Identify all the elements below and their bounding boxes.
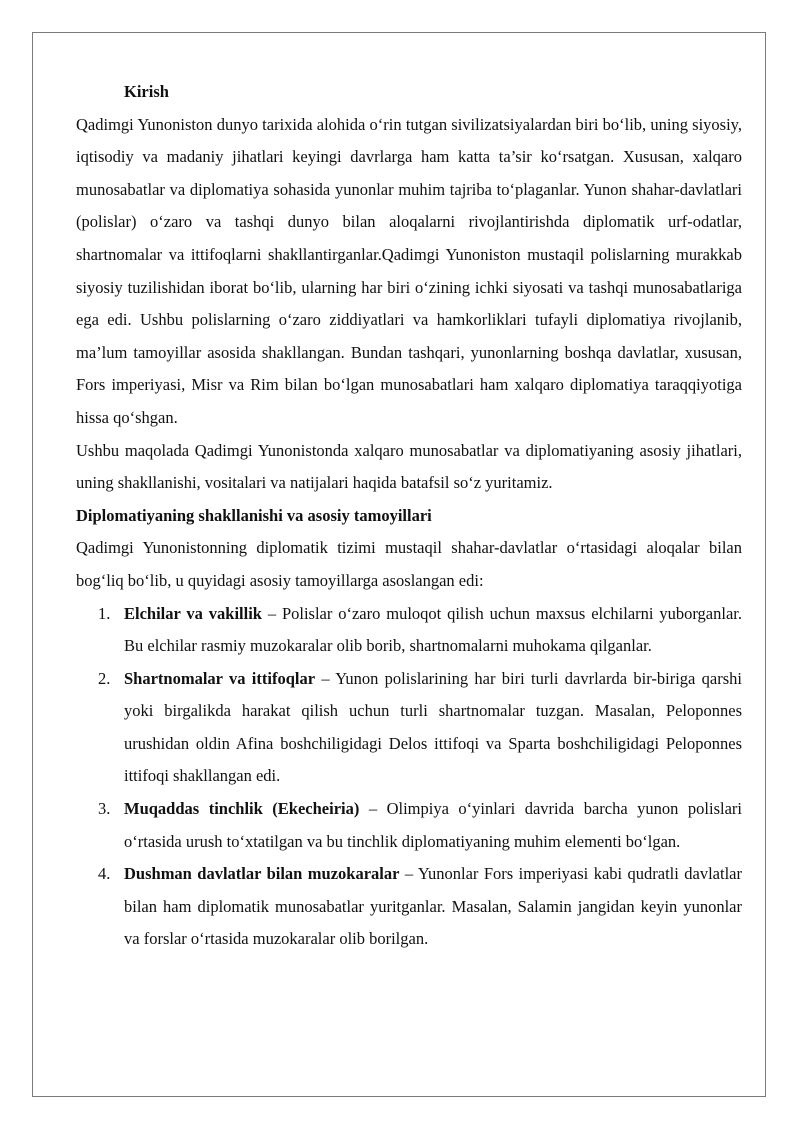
list-item: [76, 793, 742, 858]
list-item-number: 2.: [98, 668, 111, 688]
list-item-number: 3.: [98, 799, 111, 819]
list-item-term: Muqaddas tinchlik (Ekecheiria): [124, 799, 360, 819]
list-item-term: Dushman davlatlar bilan muzokaralar: [124, 864, 400, 884]
section-lead: Qadimgi Yunonistonning diplomatik tizimi mustaqil shahar-davlatlar o‘rtasidagi aloqalar bilan bog‘liq bo‘lib, u quyidagi asosiy tamoyillarga asoslangan edi:: [76, 538, 742, 590]
list-item-term: Shartnomalar va ittifoqlar: [124, 668, 316, 688]
list-item-term: Elchilar va vakillik: [124, 603, 262, 623]
intro-paragraph-1: Qadimgi Yunoniston dunyo tarixida alohida o‘rin tutgan sivilizatsiyalardan biri bo‘lib, uning siyosiy, iqtisodiy va madaniy jihatlari keyingi davrlarga ham katta ta’sir ko‘rsatgan. Xususan, xalqaro munosabatlar va diplomatiya sohasida yunonlar muhim tajriba to‘plaganlar. Yunon shahar-davlatlari (polislar) o‘zaro va tashqi dunyo bilan aloqalarni rivojlantirishda diplomatik urf-odatlar, shartnomalar va ittifoqlarni shakllantirganlar.Qadimgi Yunoniston mustaqil polislarning murakkab siyosiy tuzilishidan iborat bo‘lib, ularning har biri o‘zining ichki siyosati va tashqi munosabatlariga ega edi. Ushbu polislarning o‘zaro ziddiyatlari va hamkorliklari tufayli diplomatiya rivojlanib, ma’lum tamoyillar asosida shakllangan. Bundan tashqari, yunonlarning boshqa davlatlar, xususan, Fors imperiyasi, Misr va Rim bilan bo‘lgan munosabatlari ham xalqaro diplomatiya taraqqiyotiga hissa qo‘shgan.: [76, 114, 742, 427]
list-item-text: – Olimpiya o‘yinlari davrida barcha yunon polislari o‘rtasida urush to‘xtatilgan va bu tinchlik diplomatiyaning muhim elementi bo‘lgan.: [124, 799, 742, 851]
list-item-number: 4.: [98, 864, 111, 884]
intro-paragraph-2: Ushbu maqolada Qadimgi Yunonistonda xalqaro munosabatlar va diplomatiyaning asosiy jihatlari, uning shakllanishi, vositalari va natijalari haqida batafsil so‘z yuritamiz.: [76, 440, 742, 493]
list-item-text: – Polislar o‘zaro muloqot qilish uchun maxsus elchilarni yuborganlar. Bu elchilar rasmiy muzokaralar olib borib, shartnomalarni muhokama qilganlar.: [124, 603, 742, 656]
list-item: [76, 598, 742, 663]
section-heading: Diplomatiyaning shakllanishi va asosiy tamoyillari: [76, 505, 432, 525]
intro-heading: Kirish: [124, 82, 169, 101]
list-item: [76, 663, 742, 793]
list-item: [76, 858, 742, 956]
principles-list: [76, 598, 742, 957]
list-item-text: – Yunon polislarining har biri turli davrlarda bir-biriga qarshi yoki birgalikda harakat qilish uchun turli shartnomalar tuzgan. Masalan, Peloponnes urushidan oldin Afina boshchiligidagi Delos ittifoqi va Sparta boshchiligidagi Peloponnes ittifoqi shakllangan edi.: [124, 668, 742, 786]
list-item-text: – Yunonlar Fors imperiyasi kabi qudratli davlatlar bilan ham diplomatik munosabatlar yuritganlar. Masalan, Salamin jangidan keyin yunonlar va forslar o‘rtasida muzokaralar olib borilgan.: [124, 864, 742, 949]
list-item-number: 1.: [98, 603, 111, 623]
document-body: [76, 76, 742, 956]
